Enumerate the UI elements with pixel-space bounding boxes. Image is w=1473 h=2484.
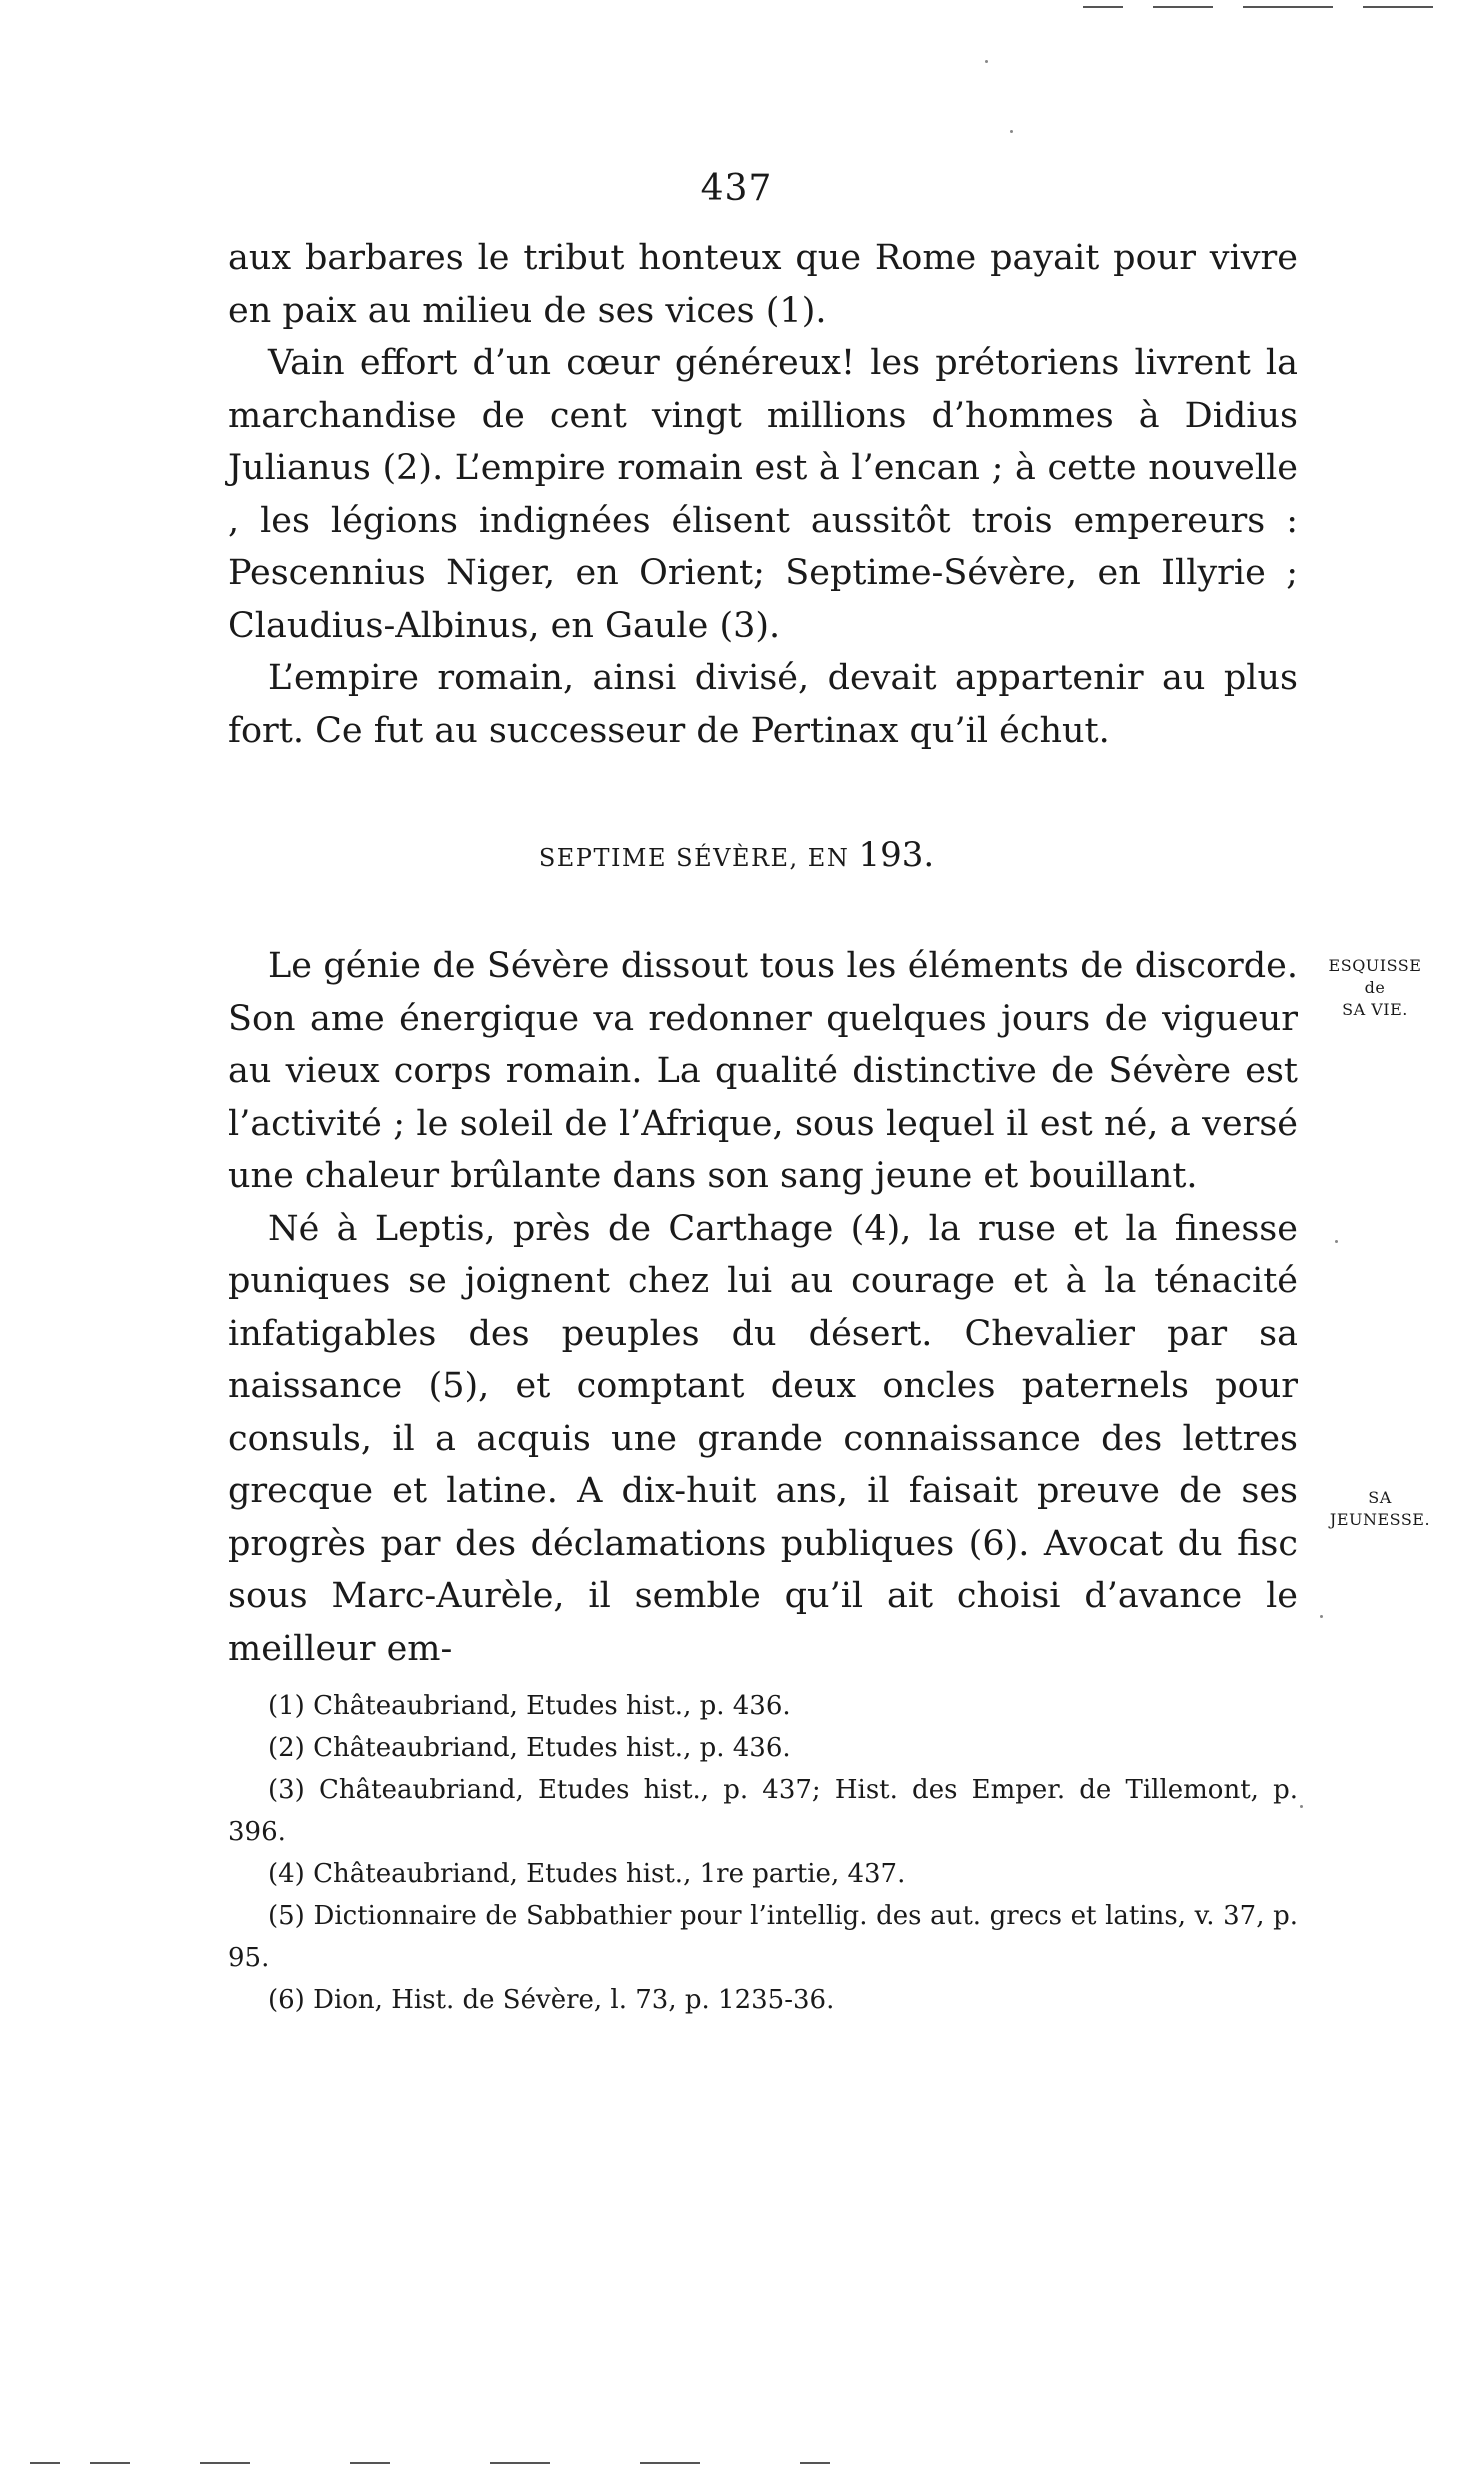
scan-speck (1300, 1805, 1303, 1808)
footnote: (6) Dion, Hist. de Sévère, l. 73, p. 1235-36. (268, 1985, 835, 2015)
paragraph: Né à Leptis, près de Carthage (4), la ruse et la finesse puniques se joignent chez lui au courage et à la ténacité infatigables des peuples du désert. Chevalier par sa naissance (5), et comptant deux oncles paternels pour consuls, il a acquis une grande connaissance des lettres grecque et latine. A dix-huit ans, il faisait preuve de ses progrès par des déclamations publiques (6). Avocat du fisc sous Marc-Aurèle, il semble qu’il ait choisi d’avance le meilleur em- (228, 1208, 1298, 1669)
scan-speck (1010, 130, 1013, 133)
scan-speck (1335, 1240, 1338, 1243)
footnote: (5) Dictionnaire de Sabbathier pour l’intellig. des aut. grecs et latins, v. 37, p. 95. (228, 1901, 1299, 1973)
section-heading (0, 835, 1473, 875)
paragraph: Le génie de Sévère dissout tous les éléments de discorde. Son ame énergique va redonner quelques jours de vigueur au vieux corps romain. La qualité distinctive de Sévère est l’activité ; le soleil de l’Afrique, sous lequel il est né, a versé une chaleur brûlante dans son sang jeune et bouillant. (228, 946, 1298, 1196)
footnote: (2) Châteaubriand, Etudes hist., p. 436. (268, 1733, 791, 1763)
bottom-edge-marks (20, 2462, 1453, 2464)
top-edge-marks (1083, 6, 1443, 8)
paragraph: aux barbares le tribut honteux que Rome payait pour vivre en paix au milieu de ses vices (1). (228, 238, 1298, 331)
text-block-after (228, 940, 1298, 1675)
scan-speck (1320, 1615, 1323, 1618)
margin-note-jeunesse: SA JEUNESSE. (1329, 1488, 1431, 1529)
margin-note-esquisse: ESQUISSE de SA VIE. (1328, 956, 1422, 1019)
text-block-before (228, 232, 1298, 757)
section-heading-text: SEPTIME SÉVÈRE, EN (538, 844, 850, 872)
footnote: (3) Châteaubriand, Etudes hist., p. 437; Hist. des Emper. de Tillemont, p. 396. (228, 1775, 1298, 1847)
paragraph: Vain effort d’un cœur généreux! les prétoriens livrent la marchandise de cent vingt millions d’hommes à Didius Julianus (2). L’empire romain est à l’encan ; à cette nouvelle , les légions indignées élisent aussitôt trois empereurs : Pescennius Niger, en Orient; Septime-Sévère, en Illyrie ; Claudius-Albinus, en Gaule (3). (228, 343, 1298, 646)
footnote: (4) Châteaubriand, Etudes hist., 1re partie, 437. (268, 1859, 906, 1889)
footnotes (228, 1685, 1298, 2021)
page-number: 437 (700, 168, 773, 209)
scan-speck (985, 60, 988, 63)
paragraph: L’empire romain, ainsi divisé, devait appartenir au plus fort. Ce fut au successeur de Pertinax qu’il échut. (228, 658, 1298, 751)
section-heading-year: 193. (858, 835, 935, 875)
footnote: (1) Châteaubriand, Etudes hist., p. 436. (268, 1691, 791, 1721)
